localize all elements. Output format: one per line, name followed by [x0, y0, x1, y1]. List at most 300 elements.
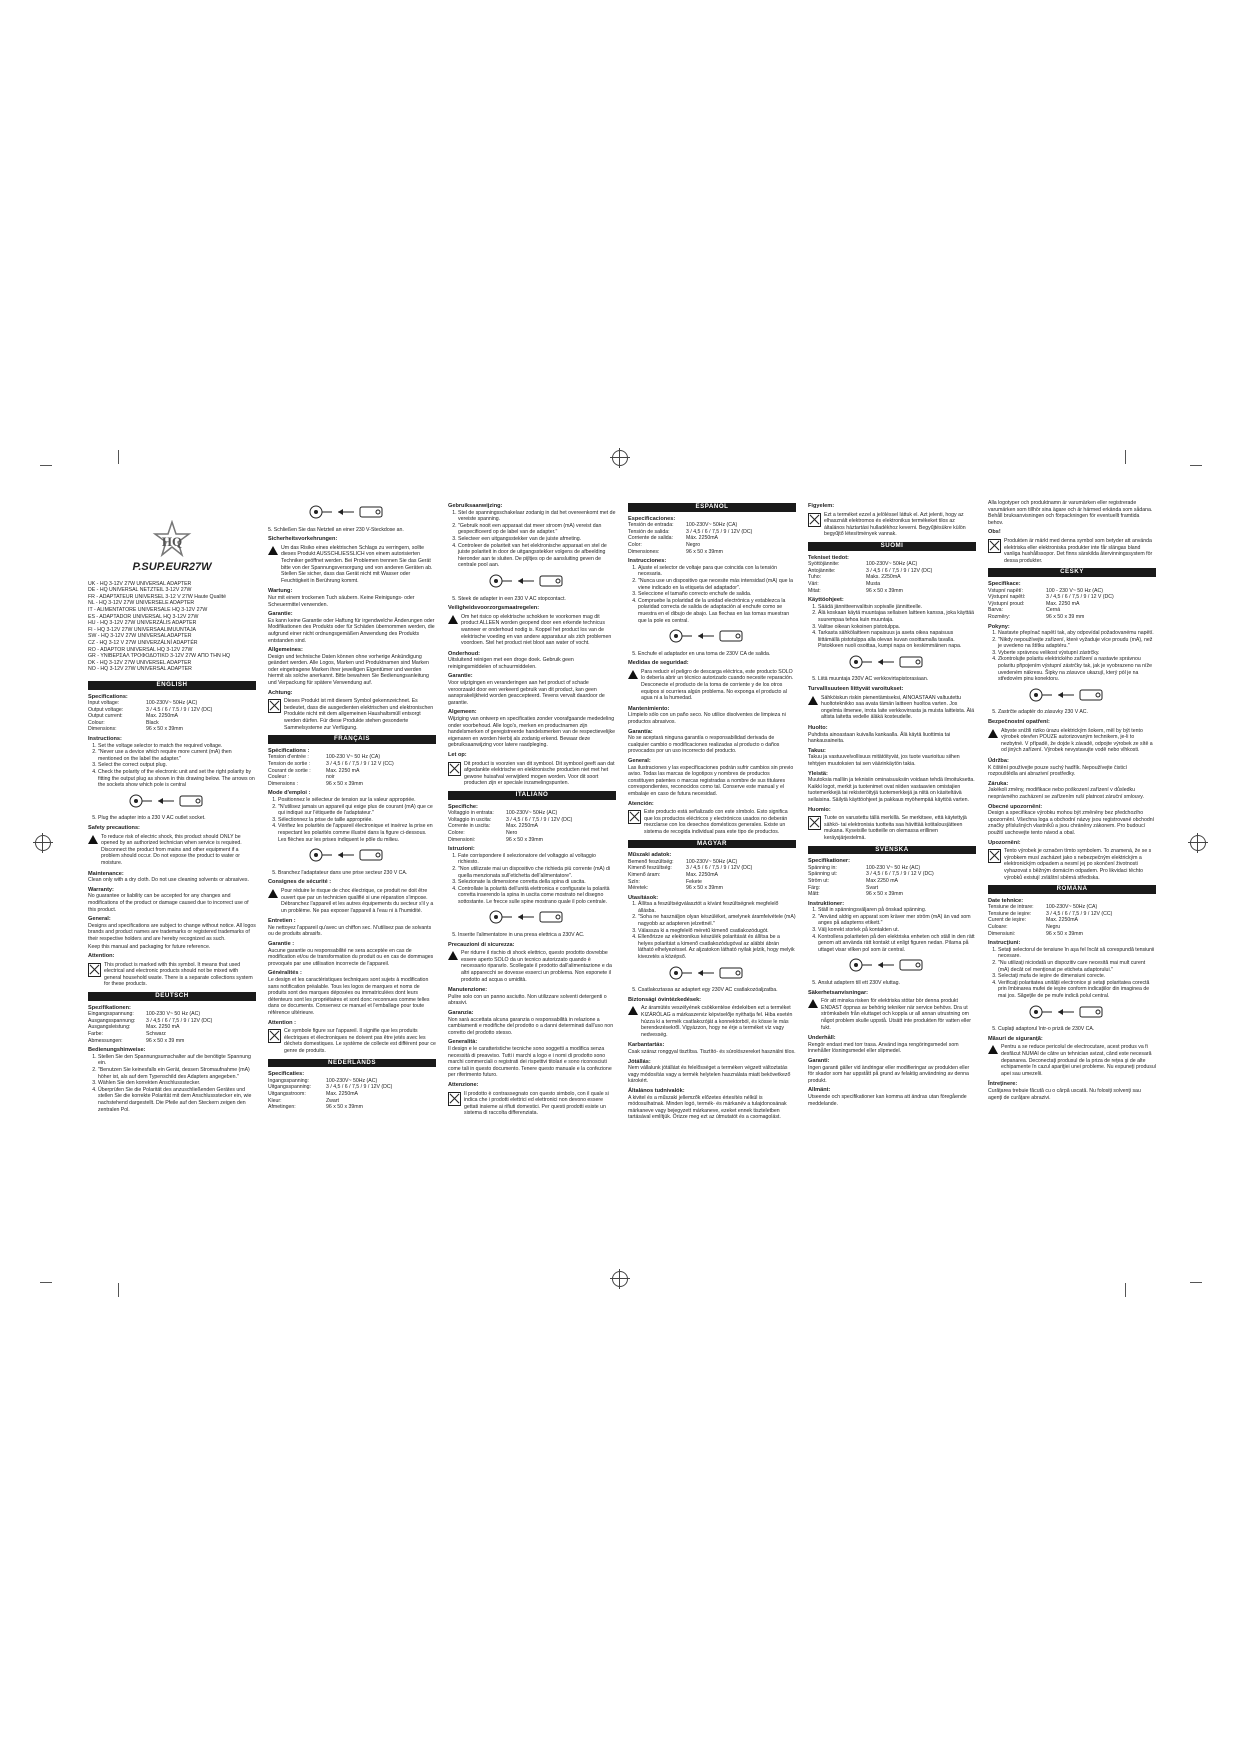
plug-negative-icon	[670, 967, 692, 979]
section-title-francais: FRANÇAIS	[268, 735, 436, 744]
instruction-step: 1. Fate corrispondere il selezionatore del voltaggio al voltaggio richiesto.	[458, 853, 616, 866]
paragraph: Ezt a terméket ezzel a jelöléssel láttuk el. Azt jelenti, hogy az elhasznált elektromos és elektronikus termékeket tilos az általános háztartási hulladékhoz keverni. Begyűjtésükre külön begyűjtő létesítmények vannak.	[824, 511, 966, 538]
heading: Obecné upozornění:	[988, 803, 1043, 810]
weee-bin-icon	[268, 699, 281, 713]
heading: Medidas de seguridad:	[628, 660, 689, 667]
spec-value: 96 x 50 x 39 mm	[1046, 613, 1085, 620]
column-1	[88, 500, 256, 1113]
heading: Maintenance:	[88, 870, 124, 877]
spec-label: Ingangsspanning:	[268, 1077, 309, 1084]
plug-polarity-diagram	[1028, 687, 1156, 706]
spec-value: 100-230 V~ 50 Hz (CA)	[326, 754, 381, 761]
column-5	[808, 500, 976, 1108]
spec-label: Colour:	[88, 719, 105, 726]
plug-positive-icon	[900, 960, 922, 970]
spec-label: Voltaggio in uscita:	[448, 816, 492, 823]
heading: Atención:	[628, 800, 654, 807]
polarity-arrow-icon	[698, 633, 714, 639]
heading: Huomio:	[808, 806, 831, 813]
instruction-step: 3. Välj korrekt storlek på kontakten ut.	[818, 927, 976, 934]
paragraph: Tento výrobek je označen tímto symbolem. To znamená, že se s výrobkem musí zacházet jako s nebezpečným elektrickým a elektronickým odpadem a nesmí jej po skončení životnosti vyhazovat s běžným domácím odpadem. Pro likvidaci těchto výrobků existují zvláštní sběrná střediska.	[1004, 848, 1152, 881]
crop-mark	[40, 1282, 52, 1283]
heading: Obs!	[988, 529, 1001, 536]
instruction-list	[448, 932, 616, 939]
spec-value: Musta	[866, 580, 881, 587]
instruction-list	[628, 901, 796, 960]
spec-table	[268, 1078, 436, 1111]
heading: Specifiche:	[448, 803, 478, 810]
warning-icon	[268, 546, 278, 555]
plug-positive-icon	[720, 968, 742, 978]
instruction-step: 2. "Never use a device which require more current (mA) then mentioned on the label the adapter."	[98, 749, 256, 762]
spec-label: Tensiune de intrare:	[988, 904, 1034, 911]
polarity-arrow-icon	[1058, 692, 1074, 698]
heading: Tekniset tiedot:	[808, 554, 849, 561]
paragraph: Ne nettoyez l'appareil qu'avec un chiffon sec. N'utilisez pas de solvants ou de produits abrasifs.	[268, 924, 432, 938]
spec-value: Max. 2250mA	[686, 871, 719, 878]
polarity-arrow-icon	[1058, 1009, 1074, 1015]
instruction-step: 4. Überprüfen Sie die Polarität des anzuschließenden Gerätes und stellen Sie die korrekte Polarität mit dem Anschlussstecker ein, wie nachstehend dargestellt. Die Pfeile auf den Steckern zeigen den zentralen Pol.	[98, 1087, 256, 1113]
spec-label: Spänning ut:	[808, 871, 838, 878]
spec-value: 96 x 50 x 39mm	[686, 548, 723, 555]
spec-label: Farbe:	[88, 1031, 103, 1038]
plug-polarity-diagram	[848, 957, 976, 976]
plug-positive-icon	[1080, 1007, 1102, 1017]
spec-value: 100-230V~ 50Hz (CA)	[1046, 904, 1098, 911]
plug-negative-icon	[1030, 1006, 1052, 1018]
paragraph: Es kann keine Garantie oder Haftung für irgendwelche Änderungen oder Modifikationen des Produkts oder für Schäden übernommen werden, die aufgrund einer nicht ordnungsgemäßen Anwendung des Produkts entstanden sind.	[268, 617, 435, 644]
heading: Allmänt:	[808, 1087, 831, 1094]
paragraph: Dit product is voorzien van dit symbool. Dit symbool geeft aan dat afgedankte elektrische en elektronische producten niet met het gewone huisafval verwijderd mogen worden. Voor dit soort producten zijn er speciale inzamelingspunten.	[464, 760, 615, 787]
language-line: HU - HQ 3-12V 27W UNIVERZÁLIS ADAPTER	[88, 620, 197, 627]
instruction-step: 4. Compruebe la polaridad de la unidad electrónica y establezca la polaridad correcta de salida de adaptación al enchufe como se muestra en el dibujo de abajo. Las flechas en las tomas muestran que la pole es central.	[638, 598, 796, 624]
crop-mark	[118, 450, 119, 464]
spec-value: Nero	[506, 829, 518, 836]
heading: Instrucciones:	[628, 558, 667, 565]
step-text: Schließen Sie das Netzteil an einer 230 V-Steckdose an.	[273, 526, 404, 533]
polarity-arrow-icon	[518, 578, 534, 584]
paragraph: Il prodotto è contrassegnato con questo simbolo, con il quale si indica che i prodotti elettrici ed elettronici non devono essere gettati insieme ai rifiuti domestici. Per questi prodotti esiste un sistema di raccolta differenziata.	[464, 1090, 609, 1117]
crop-mark	[1190, 465, 1202, 466]
spec-table	[88, 1011, 256, 1044]
spec-label: Corriente de salida:	[628, 535, 673, 542]
paragraph: Muutoksia malliin ja teknisiin ominaisuuksiin voidaan tehdä ilmoituksetta. Kaikki logot, merkit ja tuotenimet ovat niiden vastaavien omistajien tuotemerkkejä tai rekisteröityjä tuotemerkkejä ja niitä on käsiteltävä sellaisina. Säilytä käyttöohjeet ja pakkaus myöhempää käyttöä varten.	[808, 777, 975, 803]
spec-label: Culoare:	[988, 924, 1008, 931]
spec-value: 100-230V~ 50Hz (AC)	[146, 700, 198, 707]
heading: Takuu:	[808, 747, 826, 754]
heading: Achtung:	[268, 689, 293, 696]
instruction-step: 3. Seleccione el tamaño correcto enchufe de salida.	[638, 591, 796, 598]
paragraph: Um das Risiko eines elektrischen Schlags zu verringern, sollte dieses Produkt AUSSCHLIESSLICH von einem autorisierten Techniker geöffnet werden. Bei Problemen trennen Sie das Gerät bitte von der Spannungsversorgung und von anderen Geräten ab. Stellen Sie sicher, dass das Gerät nicht mit Wasser oder Feuchtigkeit in Berührung kommt.	[281, 544, 433, 584]
heading: Specifications:	[88, 693, 128, 700]
spec-value: 3 / 4,5 / 6 / 7,5 / 9 / 12V (DC)	[686, 528, 753, 535]
paragraph: Rengör endast med torr trasa. Använd inga rengöringsmedel som innehåller lösningsmedel eller slipmedel.	[808, 1041, 959, 1055]
column-6	[988, 500, 1156, 1102]
paragraph: No guarantee or liability can be accepted for any changes and modifications of the product or damage caused due to incorrect use of this product.	[88, 893, 249, 913]
plug-positive-icon	[540, 912, 562, 922]
heading: Bedienungshinweise:	[88, 1047, 146, 1054]
paragraph: Csak száraz ronggyal tisztítsa. Tisztító- és súrolószereket használni tilos.	[628, 1048, 796, 1055]
registration-mark-top	[612, 450, 628, 466]
plug-negative-icon	[310, 849, 332, 861]
spec-value: Black	[146, 719, 159, 726]
spec-value: 96 x 50 x 39 mm	[146, 1037, 185, 1044]
paragraph: Ce symbole figure sur l'appareil. Il signifie que les produits électriques et électroniques ne doivent pas être jetés avec les déchets domestiques. Le système de collecte est différent pour ce genre de produits.	[284, 1028, 436, 1054]
plug-positive-icon	[900, 657, 922, 667]
section-title-svenska: SVENSKA	[808, 846, 976, 855]
heading: Instrucţiuni:	[988, 940, 1021, 947]
language-line: DK - HQ 3-12V 27W UNIVERSEL ADAPTER	[88, 659, 192, 666]
spec-value: 100-230V~ 50Hz (AC)	[866, 561, 918, 568]
paragraph: Pulire solo con un panno asciutto. Non utilizzare solventi detergenti o abrasivi.	[448, 993, 607, 1007]
spec-label: Dimensioni:	[448, 836, 476, 843]
spec-value: 3 / 4,5 / 6 / 7,5 / 9 / 12V (DC)	[326, 1084, 393, 1091]
heading: Garantie:	[448, 673, 473, 680]
instruction-step: 5. Csatlakoztassa az adaptert egy 230V AC csatlakozóaljzatba.	[638, 987, 796, 994]
plug-polarity-diagram	[668, 628, 796, 647]
warning-icon	[808, 696, 818, 705]
spec-label: Dimensions :	[268, 780, 298, 787]
spec-value: 3 / 4,5 / 6 / 7,5 / 9 / 12V (DC)	[146, 1017, 213, 1024]
instruction-step: 1. Nastavte přepínač napětí tak, aby odpovídal požadovanému napětí.	[998, 630, 1156, 637]
instruction-step: 1. Setaţi selectorul de tensiune în aşa fel încât să corespundă tensiunii necesare.	[998, 947, 1156, 960]
plug-positive-icon	[1080, 690, 1102, 700]
instruction-list	[988, 947, 1156, 1000]
language-line: FR - ADAPTATEUR UNIVERSEL 3-12 V 27W Haute Qualité	[88, 593, 226, 600]
plug-positive-icon	[360, 507, 382, 517]
spec-value: Negru	[1046, 924, 1061, 931]
plug-negative-icon	[1030, 689, 1052, 701]
instruction-step: 4. Tarkasta sähkölaitteen napaisuus ja aseta oikea napaisuus liittämällä pistotulppa alla olevan kuvan osoittamalla tavalla. Pistokkeen nuoli osoittaa, kumpi napa on keskimmäinen napa.	[818, 630, 976, 650]
spec-value: Max 2250 mA	[866, 877, 899, 884]
spec-value: 3 / 4,5 / 6 / 7,5 / 9 / 12V (CC)	[1046, 910, 1113, 917]
weee-bin-icon	[268, 1029, 281, 1043]
warning-icon	[628, 1006, 638, 1015]
paragraph: Tuote on varustettu tällä merkillä. Se merkitsee, että käytettyjä sähkö- tai elektronisia tuotteita saa hävittää kotitalousjätteen mukana. Kyseisille tuotteille on olemassa erillinen keräysjärjestelmä.	[824, 815, 967, 841]
spec-value: Negro	[686, 541, 701, 548]
instruction-step: 4. Controllate la polarità dell'unità elettronica e configurate la polarità corretta inserendo la spina in uscita come mostrato nel disegno sottostante. Le frecce sulle spine mostrano quale il polo centrale.	[458, 886, 616, 906]
spec-label: Méretek:	[628, 885, 649, 892]
instruction-step: 4. Ellenőrizze az elektronikus készülék polaritását és állítsa be a helyes polaritást a kimenő csatlakozódugóval az alábbi ábrán látható elhelyezéssel. Az aljzatokon látható nyilak jelzik, hogy melyik kivezetés a középső.	[638, 934, 796, 960]
heading: Măsuri de siguranţă:	[988, 1035, 1043, 1042]
heading: Attention :	[268, 1019, 296, 1026]
heading: Underhåll:	[808, 1035, 836, 1042]
warning-icon	[988, 1045, 998, 1054]
heading: Especificaciones:	[628, 515, 676, 522]
spec-value: 3 / 4,5 / 6 / 7,5 / 9 / 12V (DC)	[866, 567, 933, 574]
heading: Huolto:	[808, 725, 828, 732]
instruction-list	[628, 565, 796, 624]
paragraph: Clean only with a dry cloth. Do not use cleaning solvents or abrasives.	[88, 877, 249, 884]
spec-value: 3 / 4.5 / 6 / 7.5 / 9 / 12V (DC)	[146, 706, 213, 713]
language-line: UK - HQ 3-12V 27W UNIVERSAL ADAPTER	[88, 580, 192, 587]
spec-value: 3 / 4,5 / 6 / 7,5 / 9 / 12 V (CC)	[326, 761, 394, 767]
instruction-step: 2. "Gebruik nooit een apparaat dat meer stroom (mA) vereist dan gespecificeerd op de label van de adapter."	[458, 523, 616, 536]
spec-value: Maks. 2250mA	[866, 574, 901, 581]
instruction-step: 5. Branchez l'adaptateur dans une prise secteur 230 V CA.	[278, 870, 436, 877]
spec-label: Rozměry:	[988, 613, 1011, 620]
heading: Date tehnice:	[988, 897, 1024, 904]
instruction-list	[628, 651, 796, 658]
instruction-list	[988, 630, 1156, 683]
heading: Záruka:	[988, 780, 1009, 787]
heading: Precauzioni di sicurezza:	[448, 941, 515, 948]
plug-negative-icon	[310, 506, 332, 518]
paragraph: A kivitel és a műszaki jellemzők előzetes értesítés nélkül is módosulhatnak. Minden logó, termék- és márkanév a tulajdonosának márkaneve vagy bejegyzett márkaneve, ezeket ennek tiszteletben tartásával említjük. Őrizze meg ezt az útmutatót és a csomagolást.	[628, 1094, 787, 1121]
spec-label: Ausgangsleistung:	[88, 1024, 131, 1031]
instruction-step: 2. "Benutzen Sie keinesfalls ein Gerät, dessen Stromaufnahme (mA) höher ist, als auf dem Typenschild des Adapters angegeben."	[98, 1067, 256, 1080]
heading: Karbantartás:	[628, 1042, 665, 1049]
instruction-step: 5. Enchufe el adaptador en una toma de 230V CA de salida.	[638, 651, 796, 658]
heading: Safety precautions:	[88, 825, 140, 831]
heading: Wartung:	[268, 588, 293, 595]
instruction-step: 5. Liitä muuntaja 230V AC verkkovirtapistorasiaan.	[818, 676, 976, 683]
spec-value: Max. 2250mA	[326, 1090, 359, 1097]
instruction-step: 4. Verificaţi polaritatea unităţii electronice şi setaţi polaritatea corectă prin îmbinarea mufei de ieşire conform indicaţiilor din imaginea de mai jos. Săgeţile de pe mufe indică polul central.	[998, 980, 1156, 1000]
paragraph: Abyste snížili riziko úrazu elektrickým šokem, měl by být tento výrobek otevřen POUZE autorizovaným technikem, je-li to nezbytné. V případě, že dojde k závadě, odpojte výrobek ze sítě a od jiných zařízení. Výrobek nevystavujte vodě nebo vlhkosti.	[1001, 727, 1153, 754]
heading: Attenzione:	[448, 1081, 479, 1088]
spec-value: 100-230 V~ 50 Hz (AC)	[866, 864, 921, 871]
plug-positive-icon	[180, 796, 202, 806]
spec-value: 96 x 50 x 39mm	[326, 780, 363, 787]
spec-label: Färg:	[808, 884, 821, 891]
spec-label: Antojännite:	[808, 567, 836, 574]
spec-label: Abmessungen:	[88, 1037, 123, 1044]
instruction-list	[988, 709, 1156, 716]
spec-value: 3 / 4,5 / 6 / 7,5 / 9 / 12V (DC)	[506, 816, 573, 823]
spec-value: Max. 2250mA	[146, 713, 179, 720]
instruction-list	[628, 987, 796, 994]
heading: Specifikationer:	[808, 858, 850, 865]
plug-negative-icon	[850, 656, 872, 668]
spec-table	[628, 859, 796, 892]
spec-label: Tuho:	[808, 574, 822, 581]
instruction-step: 1. Stellen Sie den Spannungsumschalter auf die benötigte Spannung ein.	[98, 1054, 256, 1067]
plug-polarity-diagram	[848, 654, 976, 673]
heading: Sicherheitsvorkehrungen:	[268, 536, 338, 543]
spec-label: Uitgangsspanning:	[268, 1084, 311, 1091]
paragraph: Para reducir el peligro de descarga eléctrica, este producto SOLO lo debería abrir un técnico autorizado cuando necesite reparación. Desconecte el producto de la toma de corriente y de los otros equipos si ocurriera algún problema. No exponga el producto al agua ni a la humedad.	[641, 668, 794, 702]
spec-label: Dimensiones:	[628, 548, 660, 555]
section-title-nederlands: NEDERLANDS	[268, 1059, 436, 1068]
plug-negative-icon	[130, 795, 152, 807]
instruction-step: 3. Válassza ki a megfelelő méretű kimenő csatlakozódugót.	[638, 928, 796, 935]
spec-value: 96 x 50 x 39mm	[866, 587, 903, 594]
paragraph: Le design et les caractéristiques techniques sont sujets à modification sans notification préalable. Tous les logos de marques et noms de produits sont des marques déposées ou immatriculées dont leurs détenteurs sont les propriétaires et sont donc reconnues comme telles dans ce documents. Conservez ce manuel et l'emballage pour toute référence ultérieure.	[268, 977, 430, 1016]
polarity-arrow-icon	[878, 962, 894, 968]
spec-value: 96 x 50 x 39mm	[146, 726, 183, 733]
section-title-italiano: ITALIANO	[448, 791, 616, 800]
weee-bin-icon	[808, 816, 821, 830]
paragraph: Aucune garantie ou responsabilité ne sera acceptée en cas de modification et/ou de transformation du produit ou en cas de dommages provoqués par une utilisation incorrecte de l'appareil.	[268, 947, 434, 967]
heading: Figyelem:	[808, 503, 835, 509]
heading: Käyttöohjeet:	[808, 597, 844, 604]
instruction-step: 2. "Non utilizzate mai un dispositivo che richieda più corrente (mA) di quella menzionata sull'etichetta dell'alimentatore".	[458, 866, 616, 879]
plug-polarity-diagram	[308, 504, 436, 523]
paragraph: This product is marked with this symbol. It means that used electrical and electronic products should not be mixed with general household waste. There is a separate collections system for these products.	[104, 961, 253, 988]
heading: Upozornění:	[988, 839, 1021, 846]
spec-label: Tension d'entrée :	[268, 754, 309, 761]
instruction-step: 2. "Soha ne használjon olyan készüléket, amelynek áramfelvétele (mA) nagyobb az adapteren jelzettnél."	[638, 914, 796, 927]
section-title-romana: ROMÂNĂ	[988, 885, 1156, 894]
spec-value: Max. 2250mA	[506, 823, 539, 830]
spec-value: 100-230V~ 50Hz (AC)	[506, 810, 558, 817]
paragraph: Takuu ja vastuuvelvollisuus mitätöityvät, jos tuote vaurioituu siihen tehtyjen muutoksien tai sen väärinkäytön takia.	[808, 754, 960, 767]
paragraph: Jakékoli změny, modifikace nebo poškození zařízení v důsledku nesprávného zacházení se zařízením ruší platnost záruční smlouvy.	[988, 787, 1144, 800]
polarity-arrow-icon	[338, 852, 354, 858]
instruction-step: 3. Sélectionnez la prise de taille appropriée.	[278, 817, 436, 824]
paragraph: Dieses Produkt ist mit diesem Symbol gekennzeichnet. Es bedeutet, dass die ausgedienten elektrischen und elektronischen Produkte nicht mit dem allgemeinen Haushaltsmüll entsorgt werden dürfen. Für diese Produkte stehen gesonderte Sammelsysteme zur Verfügung.	[284, 698, 434, 731]
spec-table	[88, 700, 256, 733]
spec-label: Colore:	[448, 829, 465, 836]
spec-table	[988, 588, 1156, 621]
registration-mark-right	[1190, 835, 1206, 851]
weee-bin-icon	[448, 1092, 461, 1106]
paragraph: Keep this manual and packaging for future reference.	[88, 943, 211, 950]
spec-label: Mitat:	[808, 587, 821, 594]
instruction-list	[808, 604, 976, 650]
paragraph: Pentru a se reduce pericolul de electrocutare, acest produs va fi desfăcut NUMAI de către un tehnician avizat, când este necesară depanarea. Deconectaţi produsul de la priza de reţea şi de alte echipamente în cazul apariţiei unei probleme. Nu expuneţi produsul apei sau umezelii.	[1001, 1044, 1156, 1077]
language-line: ES - ADAPTADOR UNIVERSAL HQ 3-12V 27W	[88, 613, 199, 620]
heading: Manutenzione:	[448, 987, 488, 994]
spec-label: Kleur:	[268, 1097, 282, 1104]
paragraph: Nem vállalunk jótállást és felelősséget a terméken végzett változtatás vagy módosítás vagy a termék helytelen használata miatt bekövetkező károkért.	[628, 1065, 791, 1085]
heading: Utasítások:	[628, 894, 659, 901]
heading: Algemeen:	[448, 709, 477, 716]
heading: Instruktioner:	[808, 900, 845, 907]
paragraph: Wijziging van ontwerp en specificaties zonder voorafgaande mededeling onder voorbehoud. Alle logo's, merken en productnamen zijn handelsmerken of geregistreerde handelsmerken van de respectievelijke eigenaren en worden hierbij als zodanig erkend. Bewaar deze gebruiksaanwijzing voor latere raadpleging.	[448, 716, 615, 749]
plug-positive-icon	[360, 850, 382, 860]
crop-mark	[40, 465, 52, 466]
instruction-step: 1. Stel de spanningsschakelaar zodanig in dat het overeenkomt met de vereiste spanning.	[458, 510, 616, 523]
heading: Istruzioni:	[448, 846, 475, 853]
warning-icon	[988, 729, 998, 738]
instruction-step: 3. Selectaţi mufa de ieşire de dimensiuni corecte.	[998, 973, 1156, 980]
heading: Údržba:	[988, 758, 1009, 764]
paragraph: Nur mit einem trockenen Tuch säubern. Keine Reinigungs- oder Scheuermittel verwenden.	[268, 594, 415, 608]
spec-label: Kimenő feszültség:	[628, 865, 672, 872]
instruction-step: 3. Vyberte správnou velikost výstupní zástrčky.	[998, 650, 1156, 657]
heading: Általános tudnivalók:	[628, 1087, 685, 1094]
spec-label: Spänning in:	[808, 864, 837, 871]
spec-table	[448, 810, 616, 843]
paragraph: No se aceptará ninguna garantía o responsabilidad derivada de cualquier cambio o modificaciones realizadas al producto o daños provocados por un uso incorrecto del producto.	[628, 735, 780, 755]
instruction-step: 2. "Använd aldrig en apparat som kräver mer ström (mA) än vad som anges på adapterns etikett."	[818, 914, 976, 927]
spec-label: Dimensions:	[88, 726, 117, 733]
paragraph: Designs and specifications are subject to change without notice. All logos brands and product names are trademarks or registered trademarks of their respective holders and are hereby recognized as such.	[88, 922, 256, 942]
paragraph: Produkten är märkt med denna symbol som betyder att använda elektriska eller elektroniska produkter inte får slängas bland vanliga hushållssopor. Det finns särskilda återvinningssystem för dessa produkter.	[1004, 537, 1153, 564]
crop-mark	[1125, 450, 1126, 464]
heading: Garantía:	[628, 728, 653, 735]
model-number: P.SUP.EUR27W	[132, 561, 212, 573]
registration-mark-bottom	[612, 1271, 628, 1287]
spec-value: 96 x 50 x 39mm	[506, 836, 543, 843]
spec-value: 3 / 4,5 / 6 / 7,5 / 9 / 12V (DC)	[686, 865, 753, 872]
heading: Garantie :	[268, 941, 295, 948]
heading: Yleistä:	[808, 770, 828, 777]
paragraph: Ingen garanti gäller vid ändringar eller modifieringar av produkten eller för skador som har uppstått på grund av felaktig användning av denna produkt.	[808, 1064, 970, 1084]
plug-polarity-diagram	[488, 909, 616, 928]
instruction-step: 4. Vérifiez les polarités de l'appareil électronique et insérez la prise en respectant les polarités comme illustré dans la figure ci-dessous. Les flèches sur les prises indiquent le pôle du milieu.	[278, 823, 436, 843]
spec-table	[808, 561, 976, 594]
instruction-list	[808, 907, 976, 953]
spec-label: Voltaggio in entrata:	[448, 810, 494, 817]
plug-polarity-diagram	[668, 965, 796, 984]
instruction-step: 2. "Nu utilizaţi niciodată un dispozitiv care necesită mai mult curent (mA) decât cel menţionat pe eticheta adaptorului."	[998, 960, 1156, 973]
paragraph: Utseende och specifikationer kan komma att ändras utan föregående meddelande.	[808, 1093, 967, 1107]
heading: Specificaties:	[268, 1071, 305, 1078]
instruction-step: 3. Selecteer een uitgangsstekker van de juiste afmeting.	[458, 536, 616, 543]
heading: Întreţinere:	[988, 1081, 1018, 1088]
spec-label: Afmetingen:	[268, 1104, 296, 1111]
section-title-deutsch: DEUTSCH	[88, 992, 256, 1001]
section-title-magyar: MAGYAR	[628, 840, 796, 849]
warning-icon	[448, 615, 458, 624]
paragraph: För att minska risken för elektriska stötar bör denna produkt ENDAST öppnas av behörig tekniker när service behövs. Dra ut strömkabeln från eluttaget och koppla ur all annan utrustning om något problem skulle uppstå. Utsätt inte produkten för vatten eller fukt.	[821, 998, 971, 1031]
spec-value: Fekete	[686, 878, 702, 885]
spec-value: 100-230V~ 50Hz (AC)	[326, 1077, 378, 1084]
spec-label: Vstupní napětí:	[988, 587, 1023, 594]
spec-value: Max. 2250 mA	[326, 767, 360, 774]
warning-icon	[628, 670, 638, 679]
spec-value: 100-230V~ 50Hz (CA)	[686, 522, 738, 529]
spec-label: Curent de ieşire:	[988, 917, 1027, 924]
spec-value: 96 x 50 x 39mm	[866, 891, 903, 898]
heading: Bezpečnostní opatření:	[988, 719, 1050, 726]
spec-value: 96 x 50 x 39mm	[326, 1104, 363, 1111]
polarity-arrow-icon	[518, 914, 534, 920]
paragraph: Límpielo sólo con un paño seco. No utilice disolventes de limpieza ni productos abrasivos.	[628, 712, 786, 726]
spec-label: Tensión de salida:	[628, 528, 670, 535]
heading: Instructions:	[88, 736, 122, 743]
spec-value: Max. 2250 mA	[1046, 600, 1080, 607]
language-line: SW - HQ 3-12V 27W UNIVERSALADAPTER	[88, 633, 192, 640]
paragraph: K čištění používejte pouze suchý hadřík. Nepoužívejte čisticí rozpouštědla ani abrazivní prostředky.	[988, 764, 1127, 778]
paragraph: 5. Schließen Sie das Netzteil an einer 230 V-Steckdose an.	[268, 526, 404, 533]
hq-logo	[88, 520, 256, 560]
paragraph: Design a specifikace výrobku mohou být změněny bez předchozího upozornění. Všechna loga a obchodní názvy jsou registrované obchodní značky příslušných vlastníků a jsou chráněny zákonem. Pro budoucí použití uschovejte tento návod a obal.	[988, 810, 1155, 836]
weee-bin-icon	[628, 810, 641, 824]
instruction-step: 5. Cuplaţi adaptorul într-o priză de 230V CA.	[998, 1026, 1156, 1033]
spec-value: 96 x 50 x 39mm	[686, 885, 723, 892]
warning-icon	[268, 889, 278, 898]
spec-value: 96 x 50 x 39mm	[1046, 930, 1083, 937]
spec-value: 100 - 230 V~ 50 Hz (AC)	[1046, 587, 1103, 594]
spec-label: Courant de sortie :	[268, 767, 311, 774]
weee-bin-icon	[88, 963, 101, 977]
instruction-list	[448, 596, 616, 603]
weee-bin-icon	[988, 539, 1001, 553]
heading: Spezifikationen:	[88, 1004, 131, 1011]
spec-value: Zwart	[326, 1097, 339, 1104]
section-title-english: ENGLISH	[88, 681, 256, 690]
heading: Biztonsági óvintézkedések:	[628, 996, 702, 1003]
instruction-list	[988, 1026, 1156, 1033]
heading: Allgemeines:	[268, 647, 303, 654]
instruction-step: 3. Valitse oikean kokoinen pistotulppa.	[818, 624, 976, 631]
spec-label: Tension de sortie :	[268, 761, 311, 767]
spec-label: Ausgangsspannung:	[88, 1017, 136, 1024]
warning-icon	[808, 999, 818, 1008]
paragraph: To reduce risk of electric shock, this product should ONLY be opened by an authorized technician when service is required. Disconnect the product from mains and other equipment if a problem should occur. Do not expose the product to water or moisture.	[101, 833, 242, 866]
language-line: CZ - HQ 3-12 V 27W UNIVERZÁLNÍ ADAPTÉR	[88, 639, 198, 646]
paragraph: Design und technische Daten können ohne vorherige Ankündigung geändert werden. Alle Logos, Marken und Produktnamen sind Marken oder eingetragene Marken ihrer jeweiligen Eigentümer und werden hiermit als solche anerkannt. Bitte bewahren Sie Bedienungsanleitung und Verpackung für spätere Verwendung auf.	[268, 653, 429, 687]
heading: Veiligheidsvoorzorgsmaatregelen:	[448, 605, 540, 612]
paragraph: Per ridurre il rischio di shock elettrico, questo prodotto dovrebbe essere aperto SOLO da un tecnico autorizzato quando è necessario ripararlo. Scollegate il prodotto dall'alimentazione e da altri apparecchi se dovesse esserci un problema. Non esponete il prodotto ad acqua o umidità.	[461, 950, 612, 983]
spec-label: Uitgangsstroom:	[268, 1090, 306, 1097]
plug-negative-icon	[490, 575, 512, 587]
heading: Généralités :	[268, 970, 302, 977]
